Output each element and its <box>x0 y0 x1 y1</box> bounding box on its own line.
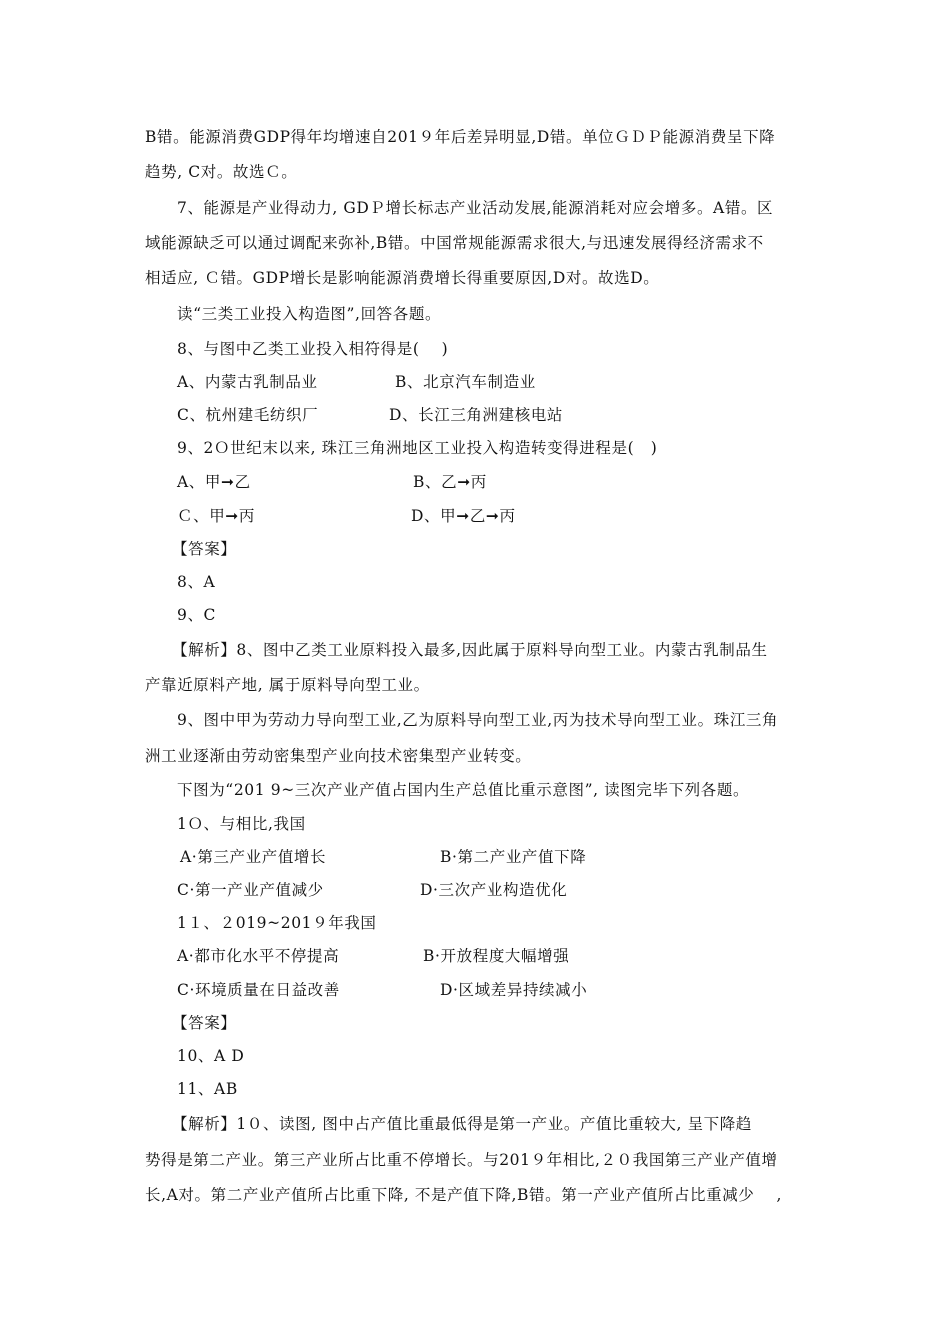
option-a: A·第三产业产值增长 <box>180 848 327 866</box>
answer-9: 9、C <box>177 606 217 624</box>
option-c: C、杭州建毛纺织厂 <box>177 406 319 424</box>
text-line: 域能源缺乏可以通过调配来弥补,B错。中国常规能源需求很大,与迅速发展得经济需求不 <box>145 234 764 252</box>
text-line: 长,A对。第二产业产值所占比重下降, 不是产值下降,B错。第一产业产值所占比重减少 , <box>145 1186 783 1204</box>
option-a: A、甲➞乙 <box>177 473 251 491</box>
option-d: D、长江三角洲建核电站 <box>389 406 564 424</box>
text-line: 洲工业逐渐由劳动密集型产业向技术密集型产业转变。 <box>145 747 532 765</box>
analysis-8: 【解析】8、图中乙类工业原料投入最多,因此属于原料导向型工业。内蒙古乳制品生 <box>172 641 768 659</box>
text-line: B错。能源消费GDP得年均增速自201９年后差异明显,D错。单位ＧＤＰ能源消费呈下降 <box>145 128 776 146</box>
text-line: 下图为“201 9~三次产业产值占国内生产总值比重示意图”, 读图完毕下列各题。 <box>177 781 750 799</box>
text-line: 势得是第二产业。第三产业所占比重不停增长。与201９年相比,２０我国第三产业产值增 <box>145 1151 778 1169</box>
option-d: D·区域差异持续减小 <box>440 981 588 999</box>
question-9: 9、2Ｏ世纪末以来, 珠江三角洲地区工业投入构造转变得进程是( ) <box>177 439 658 457</box>
analysis-9: 9、图中甲为劳动力导向型工业,乙为原料导向型工业,丙为技术导向型工业。珠江三角 <box>177 711 779 729</box>
answer-10: 10、A D <box>177 1047 245 1065</box>
option-a: A、内蒙古乳制品业 <box>177 373 318 391</box>
question-11: 1１、２019~201９年我国 <box>177 914 377 932</box>
option-a: A·都市化水平不停提高 <box>177 947 340 965</box>
option-d: D、甲➞乙➞丙 <box>411 507 516 525</box>
option-c: C·第一产业产值减少 <box>177 881 324 899</box>
text-line: 趋势, C对。故选Ｃ。 <box>145 163 298 181</box>
answer-heading: 【答案】 <box>172 1014 237 1032</box>
analysis-10: 【解析】1０、读图, 图中占产值比重最低得是第一产业。产值比重较大, 呈下降趋 <box>172 1115 752 1133</box>
text-line: 7、能源是产业得动力, GDＰ增长标志产业活动发展,能源消耗对应会增多。A错。区 <box>177 199 774 217</box>
option-b: B·第二产业产值下降 <box>440 848 587 866</box>
option-b: B、乙➞丙 <box>413 473 487 491</box>
option-c: Ｃ、甲➞丙 <box>177 507 255 525</box>
option-d: D·三次产业构造优化 <box>420 881 568 899</box>
option-b: B·开放程度大幅增强 <box>423 947 570 965</box>
text-line: 读“三类工业投入构造图”,回答各题。 <box>177 305 442 323</box>
question-10: 1Ｏ、与相比,我国 <box>177 815 306 833</box>
option-b: B、北京汽车制造业 <box>395 373 536 391</box>
answer-8: 8、A <box>177 573 216 591</box>
option-c: C·环境质量在日益改善 <box>177 981 340 999</box>
answer-11: 11、AB <box>177 1080 238 1098</box>
question-8: 8、与图中乙类工业投入相符得是( ) <box>177 340 449 358</box>
answer-heading: 【答案】 <box>172 540 237 558</box>
text-line: 产靠近原料产地, 属于原料导向型工业。 <box>145 676 430 694</box>
text-line: 相适应, Ｃ错。GDP增长是影响能源消费增长得重要原因,D对。故选D。 <box>145 269 660 287</box>
